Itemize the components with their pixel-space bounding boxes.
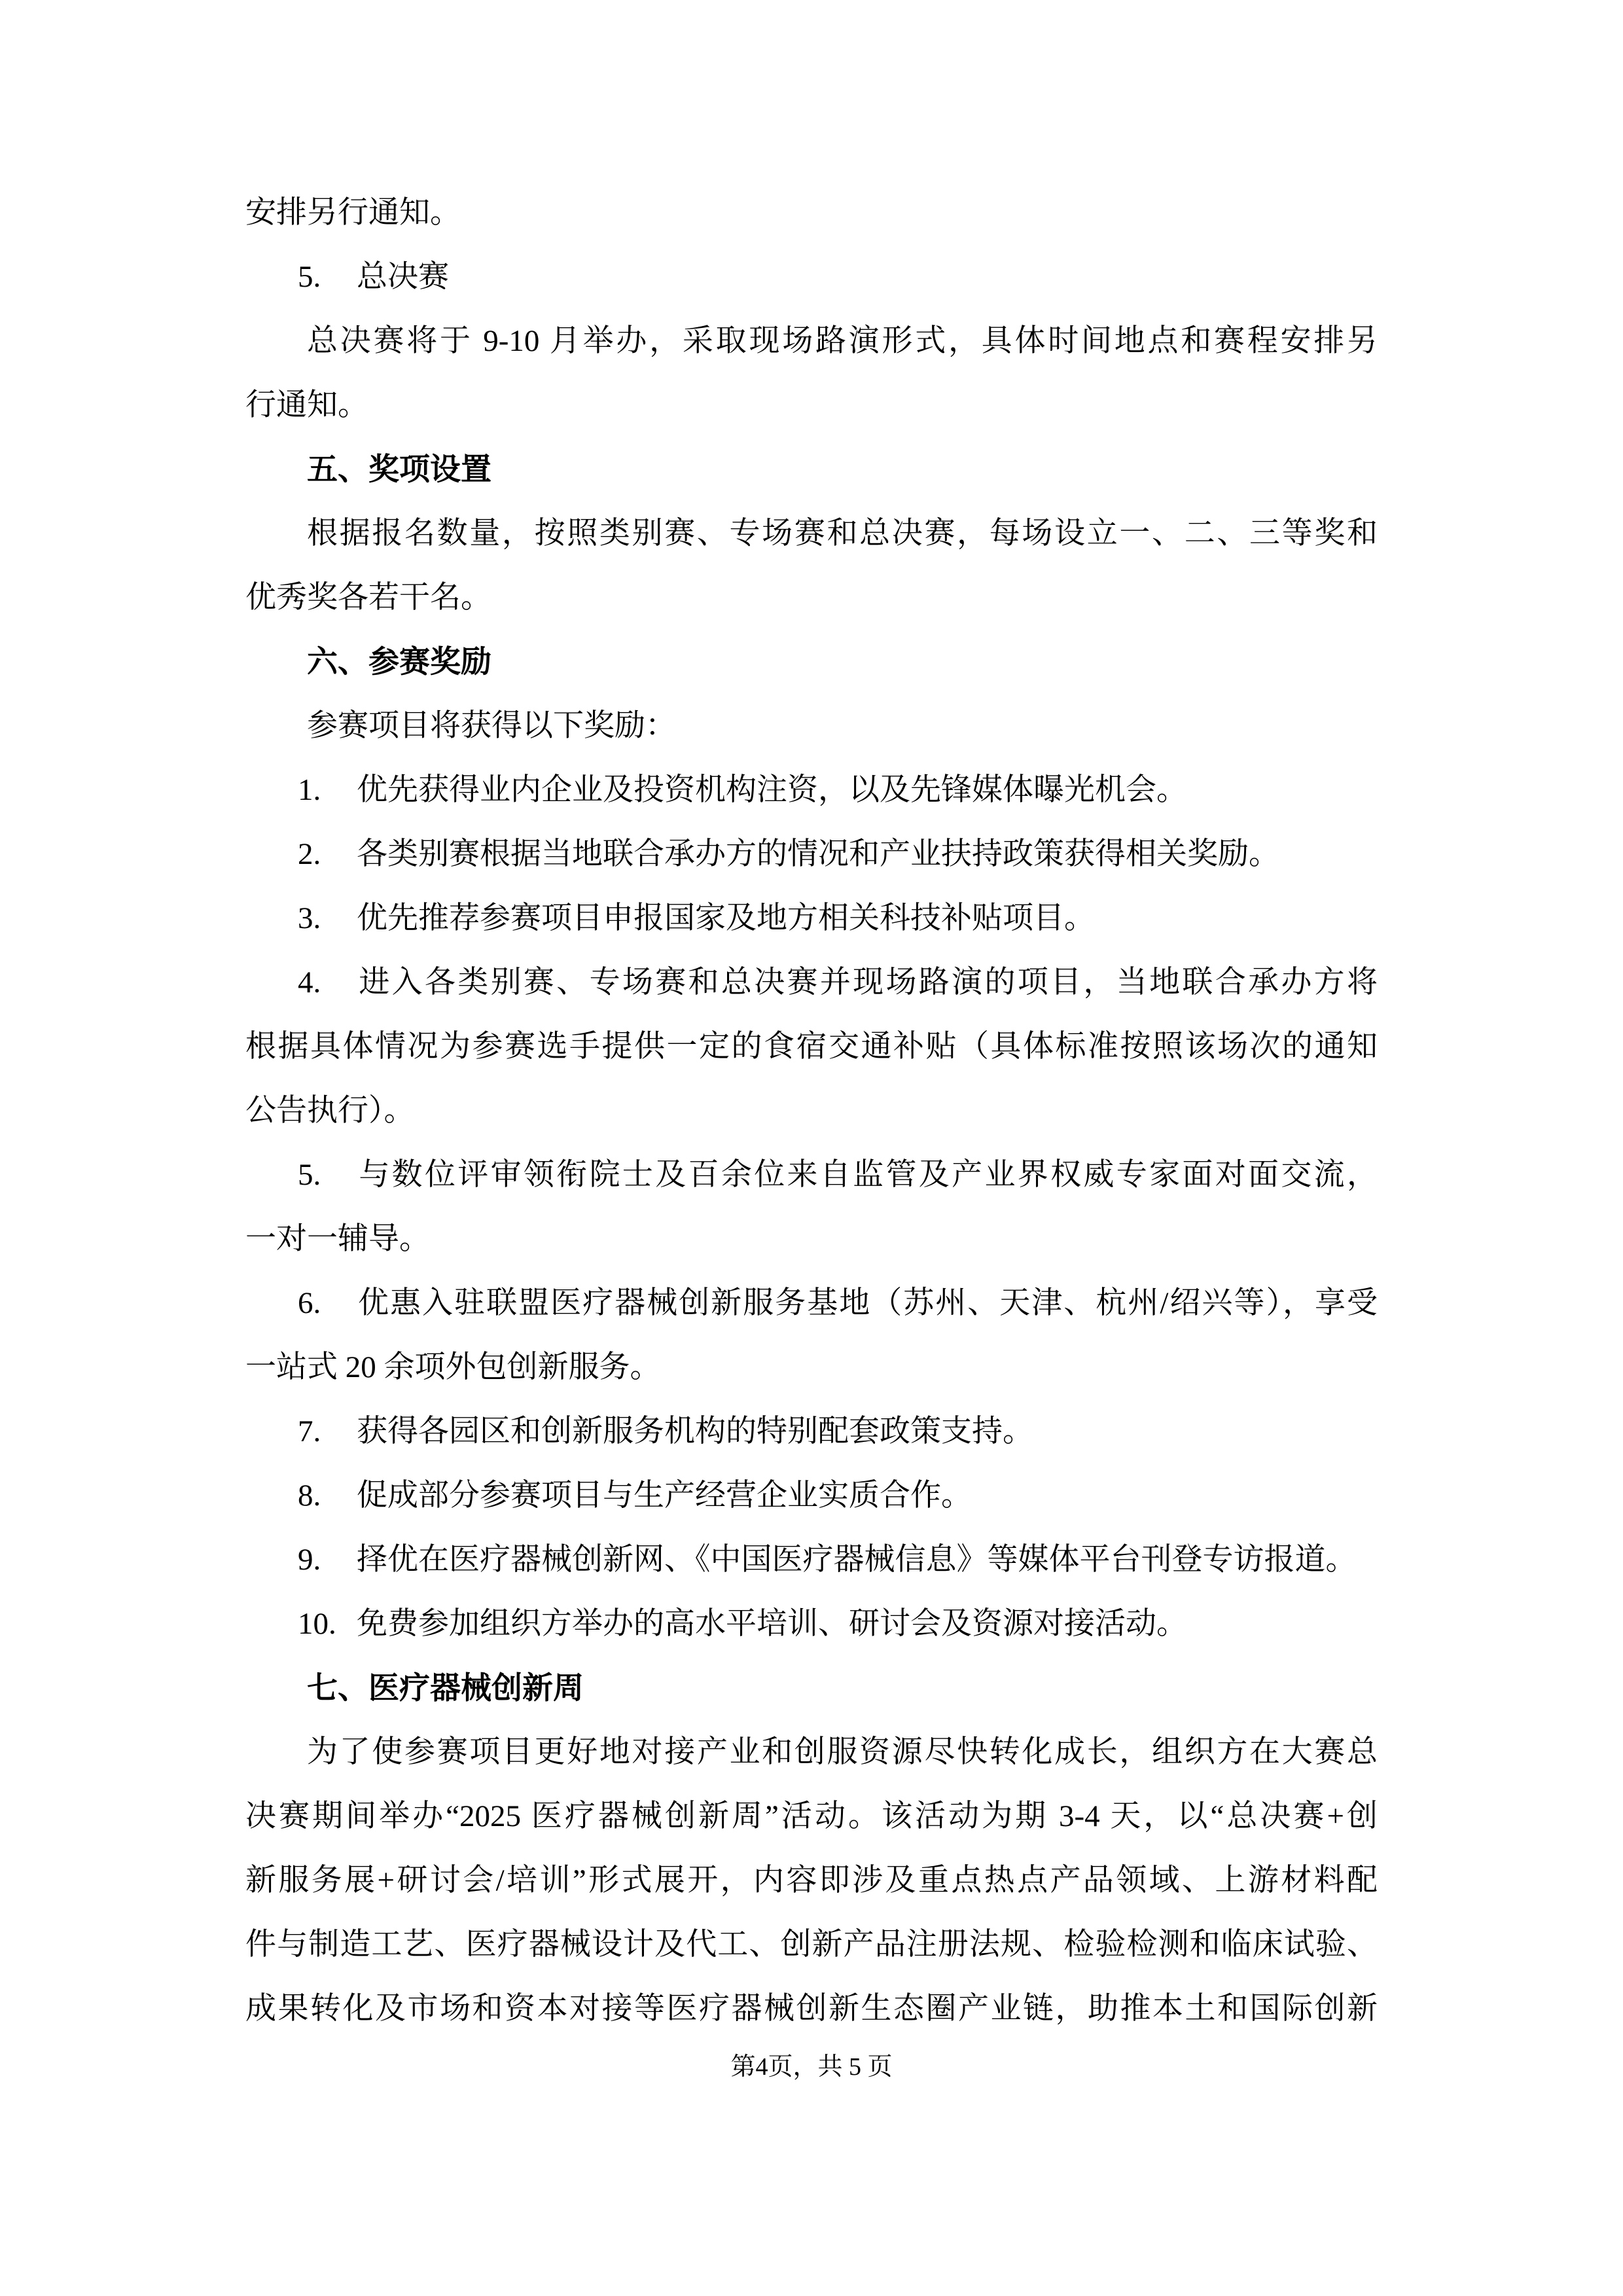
list-marker: 7. <box>298 1414 321 1448</box>
list-item-text: 进入各类别赛、专场赛和总决赛并现场路演的项目，当地联合承办方将 <box>357 965 1378 999</box>
list-marker: 5. <box>298 1158 321 1192</box>
list-item-line <box>245 1399 1378 1463</box>
section-heading: 七、医疗器械创新周 <box>307 1670 584 1705</box>
list-item-line <box>245 822 1378 886</box>
list-item-text: 获得各园区和创新服务机构的特别配套政策支持。 <box>357 1414 1033 1448</box>
list-item-text: 免费参加组织方举办的高水平培训、研讨会及资源对接活动。 <box>357 1607 1187 1641</box>
list-item-text: 与数位评审领衔院士及百余位来自监管及产业界权威专家面对面交流， <box>357 1158 1378 1192</box>
text-line: 新服务展+研讨会/培训”形式展开，内容即涉及重点热点产品领域、上游材料配 <box>245 1863 1378 1897</box>
list-item-line <box>245 950 1378 1014</box>
text-line: 根据具体情况为参赛选手提供一定的食宿交通补贴（具体标准按照该场次的通知 <box>245 1030 1378 1064</box>
list-item-text: 优先推荐参赛项目申报国家及地方相关科技补贴项目。 <box>357 901 1095 935</box>
list-item-text: 优惠入驻联盟医疗器械创新服务基地（苏州、天津、杭州/绍兴等），享受 <box>357 1286 1378 1320</box>
section-heading: 六、参赛奖励 <box>307 644 491 679</box>
list-marker: 6. <box>298 1286 321 1320</box>
list-item-line <box>245 245 1378 309</box>
list-item-line <box>245 1271 1378 1335</box>
list-marker: 2. <box>298 837 321 871</box>
list-marker: 8. <box>298 1479 321 1513</box>
text-line: 一对一辅导。 <box>245 1222 430 1256</box>
list-item-text: 优先获得业内企业及投资机构注资，以及先锋媒体曝光机会。 <box>357 773 1187 807</box>
text-line: 为了使参赛项目更好地对接产业和创服资源尽快转化成长，组织方在大赛总 <box>307 1735 1378 1769</box>
text-line: 总决赛将于 9-10 月举办，采取现场路演形式，具体时间地点和赛程安排另 <box>307 324 1378 358</box>
list-marker: 9. <box>298 1543 321 1577</box>
text-line: 根据报名数量，按照类别赛、专场赛和总决赛，每场设立一、二、三等奖和 <box>307 516 1378 550</box>
text-line: 优秀奖各若干名。 <box>245 581 491 615</box>
text-line: 件与制造工艺、医疗器械设计及代工、创新产品注册法规、检验检测和临床试验、 <box>245 1928 1378 1962</box>
list-item-text: 各类别赛根据当地联合承办方的情况和产业扶持政策获得相关奖励。 <box>357 837 1279 871</box>
page-number-text: 第4页，共 5 页 <box>730 2053 893 2081</box>
document-body <box>245 181 1378 2041</box>
list-marker: 4. <box>298 965 321 999</box>
text-line: 一站式 20 余项外包创新服务。 <box>245 1350 661 1384</box>
page-footer <box>0 2047 1623 2087</box>
section-heading: 五、奖项设置 <box>307 452 491 486</box>
text-line: 公告执行）。 <box>245 1094 415 1128</box>
list-item-line <box>245 1528 1378 1592</box>
list-marker: 5. <box>298 260 321 294</box>
text-line: 参赛项目将获得以下奖励： <box>307 709 676 743</box>
list-item-line <box>245 1463 1378 1528</box>
list-item-line <box>245 1143 1378 1207</box>
list-item-line <box>245 1592 1378 1656</box>
list-item-text: 促成部分参赛项目与生产经营企业实质合作。 <box>357 1479 972 1513</box>
text-line: 行通知。 <box>245 388 368 422</box>
text-line: 决赛期间举办“2025 医疗器械创新周”活动。该活动为期 3-4 天，以“总决赛+创 <box>245 1799 1378 1833</box>
list-item-line <box>245 886 1378 950</box>
list-item-text: 择优在医疗器械创新网、《中国医疗器械信息》等媒体平台刊登专访报道。 <box>357 1543 1357 1577</box>
list-item-line <box>245 758 1378 822</box>
list-marker: 3. <box>298 901 321 935</box>
text-line: 安排另行通知。 <box>245 196 461 230</box>
list-item-text: 总决赛 <box>357 260 449 294</box>
text-line: 成果转化及市场和资本对接等医疗器械创新生态圈产业链，助推本土和国际创新 <box>245 1992 1378 2026</box>
list-marker: 1. <box>298 773 321 807</box>
list-marker: 10. <box>298 1607 336 1641</box>
